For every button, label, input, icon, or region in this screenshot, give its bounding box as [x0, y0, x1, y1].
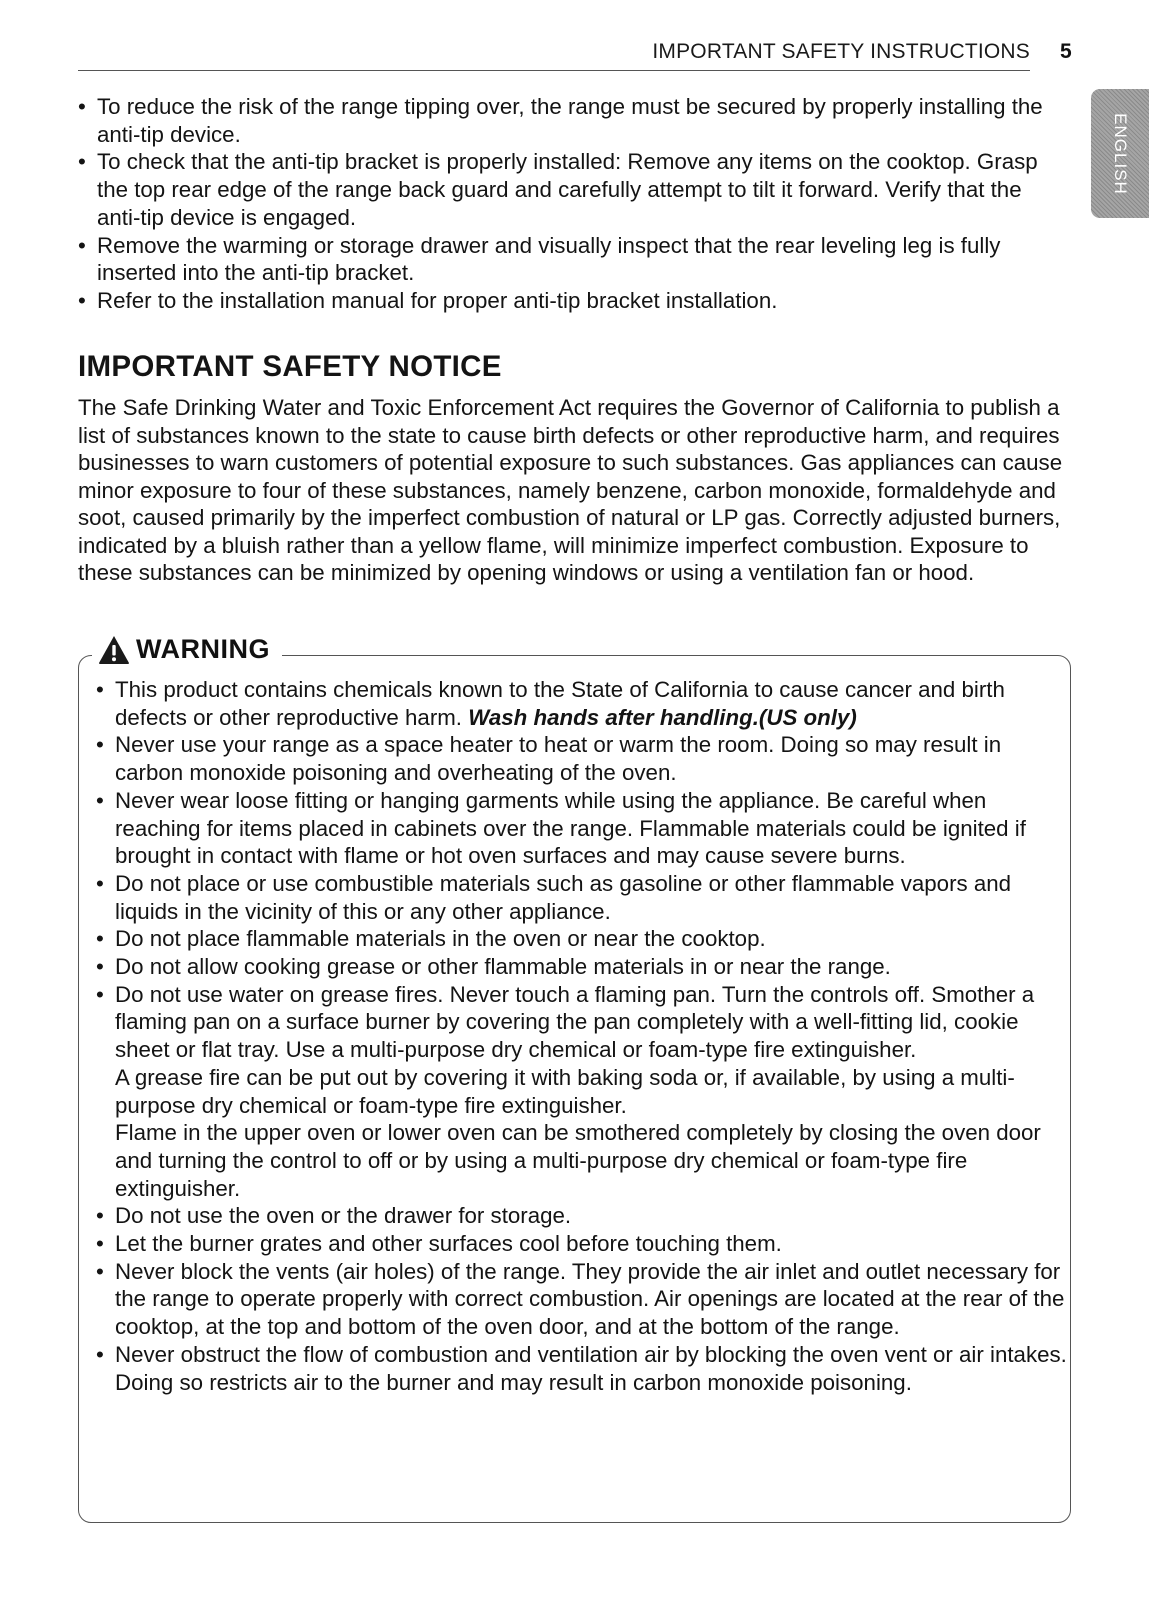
notice-body: The Safe Drinking Water and Toxic Enforcement Act requires the Governor of California to publish a list of substances known to the state to cause birth defects or other reproductive harm, and requires businesses to warn customers of potential exposure to such substances. Gas appliances can cause minor exposure to four of these substances, namely benzene, carbon monoxide, formaldehyde and soot, caused primarily by the imperfect combustion of natural or LP gas. Correctly adjusted burners, indicated by a bluish rather than a yellow flame, will minimize imperfect combustion. Exposure to these substances can be minimized by opening windows or using a ventilation fan or hood.	[78, 395, 1063, 585]
list-item: • Never block the vents (air holes) of the range. They provide the air inlet and outlet necessary for the range to operate properly with correct combustion. Air openings are located at the rear of the cooktop, at the top and bottom of the oven door, and at the bottom of the range.	[96, 1258, 1071, 1341]
paragraph: • Do not use water on grease fires. Never touch a flaming pan. Turn the controls off. Smother a flaming pan on a surface burner by covering the pan completely with a well-fitting lid, cookie sheet or flat tray. Use a multi-purpose dry chemical or foam-type fire extinguisher.	[115, 981, 1035, 1063]
page-number: 5	[1060, 40, 1072, 63]
header-title: IMPORTANT SAFETY INSTRUCTIONS	[652, 40, 1030, 63]
list-item: • This product contains chemicals known to the State of California to cause cancer and birth defects or other reproductive harm. Wash hands after handling.(US only)	[96, 676, 1071, 731]
list-item: • Do not allow cooking grease or other flammable materials in or near the range.	[96, 953, 1071, 981]
list-item: • To reduce the risk of the range tipping over, the range must be secured by properly installing the anti-tip device.	[78, 93, 1068, 148]
list-item: • Do not place flammable materials in the oven or near the cooktop.	[96, 925, 1071, 953]
language-tab	[1091, 89, 1149, 218]
list-item: • Refer to the installation manual for proper anti-tip bracket installation.	[78, 287, 1068, 315]
list-item	[96, 981, 1071, 1203]
paragraph: Flame in the upper oven or lower oven can be smothered completely by closing the oven door and turning the control to off or by using a multi-purpose dry chemical or foam-type fire extinguisher.	[115, 1120, 1041, 1201]
paragraph: A grease fire can be put out by covering it with baking soda or, if available, by using a multi-purpose dry chemical or foam-type fire extinguisher.	[115, 1064, 1015, 1118]
page-header	[78, 38, 1030, 71]
anti-tip-list	[78, 93, 1068, 315]
list-item: • Never wear loose fitting or hanging garments while using the appliance. Be careful when reaching for items placed in cabinets over the range. Flammable materials could be ignited if brought in contact with flame or hot oven surfaces and may cause severe burns.	[96, 787, 1071, 870]
list-item: • Never use your range as a space heater to heat or warm the room. Doing so may result in carbon monoxide poisoning and overheating of the oven.	[96, 731, 1071, 786]
list-item: • Never obstruct the flow of combustion and ventilation air by blocking the oven vent or air intakes. Doing so restricts air to the burner and may result in carbon monoxide poisoning.	[96, 1341, 1071, 1396]
list-item: • Do not use the oven or the drawer for storage.	[96, 1202, 1071, 1230]
list-item: • To check that the anti-tip bracket is properly installed: Remove any items on the cooktop. Grasp the top rear edge of the range back guard and carefully attempt to tilt it forward. Verify that the anti-tip device is engaged.	[78, 148, 1068, 231]
language-tab-label: ENGLISH	[1111, 112, 1131, 195]
warning-title	[92, 634, 282, 665]
list-item: • Do not place or use combustible materials such as gasoline or other flammable vapors and liquids in the vicinity of this or any other appliance.	[96, 870, 1071, 925]
notice-heading: IMPORTANT SAFETY NOTICE	[78, 350, 502, 383]
list-item: • Remove the warming or storage drawer and visually inspect that the rear leveling leg is fully inserted into the anti-tip bracket.	[78, 232, 1068, 287]
warning-list	[96, 676, 1071, 1396]
warning-triangle-icon	[98, 635, 130, 665]
list-item: • Let the burner grates and other surfaces cool before touching them.	[96, 1230, 1071, 1258]
warning-label: WARNING	[136, 634, 270, 664]
emphasis-text: Wash hands after handling.(US only)	[468, 704, 857, 730]
